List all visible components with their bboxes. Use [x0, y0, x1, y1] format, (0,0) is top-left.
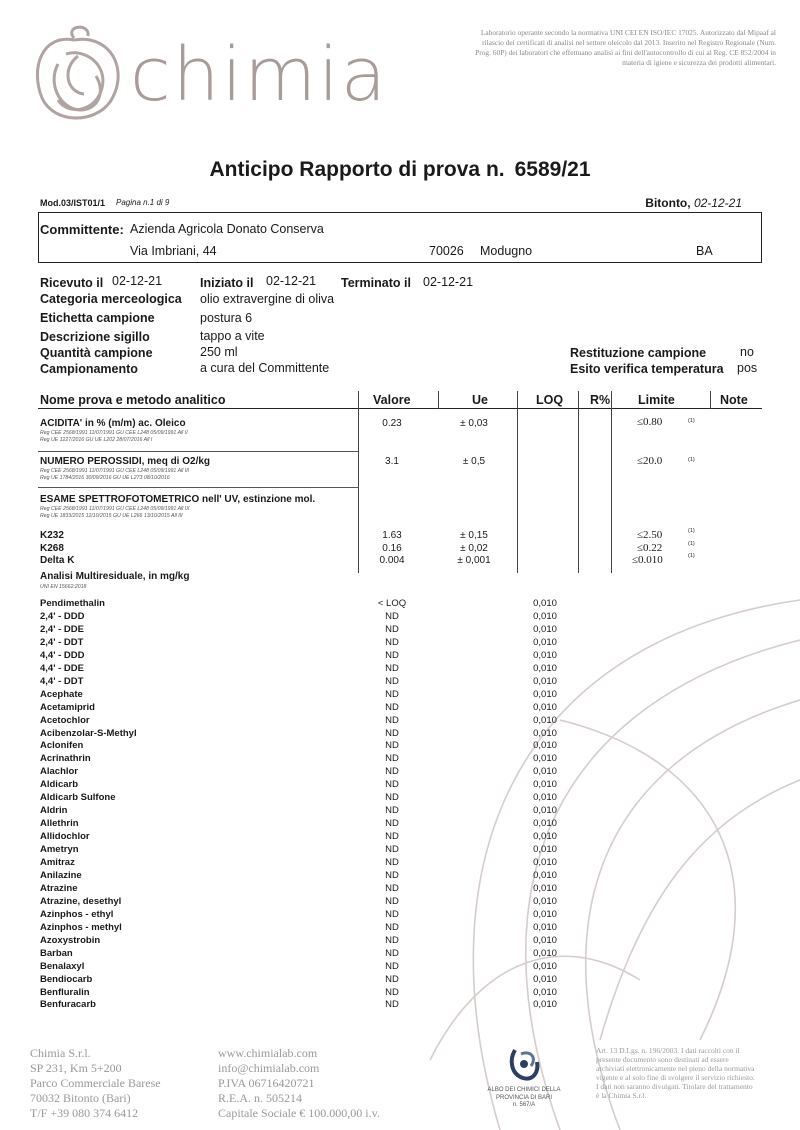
table-row — [0, 689, 800, 702]
albo-number: n. 567/A — [512, 1102, 536, 1108]
chimia-logo-icon — [28, 20, 128, 122]
column-divider — [438, 391, 439, 409]
analyte-name: Acetamiprid — [40, 701, 95, 713]
finished-label: Terminato il — [341, 276, 411, 290]
analyte-loq: 0,010 — [533, 649, 557, 661]
table-row — [0, 974, 800, 987]
analyte-name: Aldrin — [40, 805, 68, 817]
table-row — [0, 883, 800, 896]
table-row — [0, 715, 800, 728]
company-contacts — [218, 1046, 380, 1121]
module-code: Mod.03/IST01/1 — [40, 198, 106, 208]
sampling-value: a cura del Committente — [200, 361, 330, 375]
analyte-loq: 0,010 — [533, 973, 557, 985]
analyte-loq: 0,010 — [533, 857, 557, 868]
sample-label-label: Etichetta campione — [40, 311, 155, 325]
client-name: Azienda Agricola Donato Conserva — [130, 222, 324, 236]
uv-deltak-value: 0.004 — [379, 555, 405, 566]
analyte-loq: 0,010 — [533, 623, 557, 635]
analyte-loq: 0,010 — [533, 740, 557, 752]
analyte-value: ND — [385, 831, 399, 843]
analyte-loq: 0,010 — [533, 934, 557, 946]
column-divider — [611, 391, 612, 573]
col-header-r: R% — [590, 393, 611, 407]
report-city: Bitonto, — [645, 196, 691, 210]
analyte-value: ND — [385, 792, 399, 804]
table-row — [0, 766, 800, 779]
analyte-value: ND — [385, 649, 399, 661]
peroxide-norm-line1: Reg CEE 2568/1991 11/07/1991 GU CEE L248 05/09/1991 All III — [40, 468, 190, 474]
peroxide-value: 3.1 — [385, 456, 399, 467]
col-header-note: Note — [720, 393, 748, 407]
contact-line: Capitale Sociale € 100.000,00 i.v. — [218, 1106, 380, 1120]
table-row — [0, 831, 800, 844]
analyte-name: Acephate — [40, 688, 83, 700]
report-number: 6589/21 — [514, 158, 591, 181]
analyte-loq: 0,010 — [533, 636, 557, 648]
uv-deltak-name: Delta K — [40, 555, 75, 566]
client-label: Committente: — [40, 222, 124, 237]
analyte-name: Aldicarb Sulfone — [40, 792, 116, 804]
analyte-loq: 0,010 — [533, 727, 557, 739]
analyte-name: 4,4' - DDD — [40, 649, 85, 661]
analyte-loq: 0,010 — [533, 598, 557, 609]
report-header-line — [40, 198, 742, 210]
table-row — [0, 753, 800, 766]
table-row — [0, 611, 800, 624]
albo-line2: PROVINCIA DI BARI — [495, 1094, 552, 1101]
analyte-value: ND — [385, 908, 399, 920]
table-row — [0, 663, 800, 676]
analyte-name: Barban — [40, 947, 73, 959]
table-row — [0, 818, 800, 831]
lab-accreditation-note: Laboratorio operante secondo la normativa UNI CEI EN ISO/IEC 17025. Autorizzato dal Mipaaf al rilascio dei certificati di analisi nel settore oleicolo dal 2013. Inserito nel Registro Regionale (Num. Prog. 60P) dei laboratori che effettuano analisi ai fini dell'autocontrollo di cui al Reg. CE 852/2004 in materia di igiene e sicurezza dei prodotti alimentari. — [475, 28, 776, 67]
table-row — [0, 598, 800, 611]
peroxide-norm-line2: Reg UE 1784/2016 30/09/2016 GU UE L273 08/10/2016 — [40, 475, 170, 481]
acidity-norm — [40, 430, 188, 444]
table-row — [0, 870, 800, 883]
analyte-loq: 0,010 — [533, 714, 557, 726]
table-row — [0, 624, 800, 637]
analyte-name: Alachlor — [40, 766, 79, 778]
seal-label: Descrizione sigillo — [40, 330, 150, 344]
analyte-loq: 0,010 — [533, 908, 557, 920]
analyte-name: Atrazine — [40, 882, 78, 894]
table-row — [0, 935, 800, 948]
analyte-loq: 0,010 — [533, 960, 557, 972]
analyte-loq: 0,010 — [533, 921, 557, 933]
analyte-value: ND — [385, 623, 399, 635]
analyte-value: ND — [385, 662, 399, 674]
table-row — [0, 792, 800, 805]
table-row — [0, 999, 800, 1012]
peroxide-title: NUMERO PEROSSIDI, meq di O2/kg — [40, 456, 211, 467]
analyte-loq: 0,010 — [533, 779, 557, 791]
column-divider — [517, 391, 518, 573]
table-row — [0, 637, 800, 650]
analyte-value: < LOQ — [377, 598, 407, 609]
analyte-value: ND — [385, 805, 399, 817]
uv-norm-line2: Reg UE 1833/2015 12/10/2015 GU UE L266 13/10/2015 All III — [40, 513, 183, 519]
column-divider — [578, 391, 579, 573]
analyte-value: ND — [385, 973, 399, 985]
received-date: 02-12-21 — [112, 274, 163, 288]
temperature-value: pos — [737, 361, 758, 375]
analyte-value: ND — [385, 688, 399, 700]
analyte-name: 2,4' - DDE — [40, 623, 84, 635]
category-value: olio extravergine di oliva — [200, 292, 335, 306]
table-row — [0, 844, 800, 857]
client-province: BA — [696, 244, 713, 258]
table-row — [0, 922, 800, 935]
uv-k268-limit-note: (1) — [688, 541, 695, 547]
client-street: Via Imbriani, 44 — [130, 244, 217, 258]
uv-k232-ue: ± 0,15 — [460, 530, 488, 541]
analyte-value: ND — [385, 844, 399, 856]
analyte-value: ND — [385, 740, 399, 752]
analyte-loq: 0,010 — [533, 869, 557, 881]
analyte-name: Acrinathrin — [40, 753, 91, 765]
chimia-logo-text: chimia — [130, 32, 389, 118]
peroxide-ue: ± 0,5 — [462, 456, 486, 467]
albo-chimici-badge — [468, 1044, 580, 1110]
table-row — [0, 948, 800, 961]
column-divider — [710, 391, 711, 409]
company-line: T/F +39 080 374 6412 — [30, 1106, 139, 1120]
analyte-name: 4,4' - DDT — [40, 675, 84, 687]
analyte-name: Azoxystrobin — [40, 934, 101, 946]
client-cap: 70026 — [429, 244, 464, 258]
analyte-loq: 0,010 — [533, 831, 557, 843]
analyte-loq: 0,010 — [533, 999, 557, 1011]
analyte-name: Amitraz — [40, 857, 75, 868]
table-row — [0, 987, 800, 1000]
uv-k268-value: 0.16 — [382, 543, 402, 554]
analyte-name: Aldicarb — [40, 779, 79, 791]
analyte-name: Acibenzolar-S-Methyl — [40, 727, 137, 739]
report-title — [0, 158, 800, 182]
acidity-title: ACIDITA' in % (m/m) ac. Oleico — [40, 418, 186, 429]
acidity-limit-note: (1) — [688, 418, 695, 424]
analyte-loq: 0,010 — [533, 610, 557, 622]
analyte-name: Ametryn — [40, 844, 79, 856]
report-date: 02-12-21 — [693, 196, 742, 210]
sampling-label: Campionamento — [40, 362, 138, 376]
table-row — [0, 805, 800, 818]
multires-norm: UNI EN 15662:2018 — [40, 584, 87, 590]
analyte-loq: 0,010 — [533, 882, 557, 894]
uv-deltak-ue: ± 0,001 — [457, 555, 491, 566]
acidity-limit: ≤0.80 — [637, 416, 663, 428]
table-row — [0, 676, 800, 689]
albo-chimici-logo-icon — [507, 1044, 541, 1084]
table-row — [0, 909, 800, 922]
company-line: Parco Commerciale Barese — [30, 1076, 161, 1090]
col-header-value: Valore — [373, 393, 411, 407]
acidity-norm-line2: Reg UE 1227/2016 GU UE L202 28/07/2016 All I — [40, 437, 153, 443]
table-row — [0, 728, 800, 741]
analyte-value: ND — [385, 727, 399, 739]
analyte-value: ND — [385, 818, 399, 830]
analyte-value: ND — [385, 921, 399, 933]
analyte-value: ND — [385, 857, 399, 868]
peroxide-norm — [40, 468, 189, 482]
analyte-name: Acetochlor — [40, 714, 90, 726]
uv-k268-ue: ± 0,02 — [460, 543, 488, 554]
company-line: 70032 Bitonto (Bari) — [30, 1091, 131, 1105]
analyte-name: 4,4' - DDE — [40, 662, 84, 674]
finished-date: 02-12-21 — [423, 275, 474, 289]
temperature-label: Esito verifica temperatura — [570, 362, 724, 376]
analyte-loq: 0,010 — [533, 701, 557, 713]
analyte-name: Aclonifen — [40, 740, 84, 752]
analyte-value: ND — [385, 869, 399, 881]
uv-deltak-limit-note: (1) — [688, 553, 695, 559]
company-info — [30, 1046, 161, 1121]
category-label: Categoria merceologica — [40, 292, 182, 306]
privacy-note: Art. 13 D.Lgs. n. 196/2003. I dati raccolti con il presente documento sono destinati ad essere archiviati elettronicamente nel pieno della normativa vigente e al solo fine di svolgere il servizio richiesto. I dati non saranno divulgati. Titolare del trattamento è la Chimia S.r.l. — [596, 1046, 755, 1100]
analyte-loq: 0,010 — [533, 818, 557, 830]
analyte-value: ND — [385, 999, 399, 1011]
website-link[interactable]: www.chimialab.com — [218, 1046, 318, 1060]
sample-label-value: postura 6 — [200, 311, 253, 325]
started-label: Iniziato il — [200, 276, 254, 290]
analyte-value: ND — [385, 947, 399, 959]
albo-line1: ALBO DEI CHIMICI DELLA — [487, 1087, 561, 1093]
analyte-loq: 0,010 — [533, 895, 557, 907]
analyte-name: 2,4' - DDT — [40, 636, 84, 648]
analyte-name: Allidochlor — [40, 831, 90, 843]
table-row — [0, 650, 800, 663]
analyte-loq: 0,010 — [533, 844, 557, 856]
peroxide-limit: ≤20.0 — [637, 455, 663, 467]
analyte-name: 2,4' - DDD — [40, 610, 85, 622]
return-value: no — [740, 345, 754, 359]
analyte-name: Pendimethalin — [40, 598, 105, 609]
uv-norm — [40, 506, 190, 520]
analyte-value: ND — [385, 610, 399, 622]
analyte-name: Atrazine, desethyl — [40, 895, 122, 907]
analyte-name: Benfuracarb — [40, 999, 96, 1011]
analyte-name: Bendiocarb — [40, 973, 93, 985]
analyte-loq: 0,010 — [533, 792, 557, 804]
table-row — [0, 779, 800, 792]
peroxide-limit-note: (1) — [688, 457, 695, 463]
analyte-name: Anilazine — [40, 869, 82, 881]
acidity-value: 0.23 — [382, 418, 402, 429]
seal-value: tappo a vite — [200, 329, 265, 343]
table-row — [0, 702, 800, 715]
col-header-ue: Ue — [472, 393, 488, 407]
table-row — [0, 961, 800, 974]
started-date: 02-12-21 — [266, 274, 317, 288]
uv-k232-name: K232 — [40, 530, 64, 541]
uv-k232-limit-note: (1) — [688, 528, 695, 534]
report-title-text: Anticipo Rapporto di prova n. — [209, 158, 505, 181]
analyte-value: ND — [385, 753, 399, 765]
analyte-value: ND — [385, 960, 399, 972]
analyte-loq: 0,010 — [533, 986, 557, 998]
email-link[interactable]: info@chimialab.com — [218, 1061, 320, 1075]
analyte-loq: 0,010 — [533, 675, 557, 687]
received-label: Ricevuto il — [40, 276, 104, 290]
analyte-value: ND — [385, 882, 399, 894]
acidity-norm-line1: Reg CEE 2568/1991 11/07/1991 GU CEE L248 05/09/1991 All II — [40, 430, 188, 436]
company-line: SP 231, Km 5+200 — [30, 1061, 122, 1075]
section-separator — [38, 451, 358, 452]
uv-k268-name: K268 — [40, 543, 64, 554]
analyte-name: Azinphos - ethyl — [40, 908, 114, 920]
analyte-value: ND — [385, 701, 399, 713]
uv-k232-limit: ≤2.50 — [637, 529, 663, 541]
analyte-value: ND — [385, 636, 399, 648]
section-separator — [38, 487, 358, 488]
analyte-loq: 0,010 — [533, 766, 557, 778]
analyte-loq: 0,010 — [533, 947, 557, 959]
table-row — [0, 857, 800, 870]
quantity-label: Quantità campione — [40, 346, 153, 360]
uv-k268-limit: ≤0.22 — [637, 542, 663, 554]
analyte-name: Benalaxyl — [40, 960, 85, 972]
table-row — [0, 896, 800, 909]
page-indicator: Pagina n.1 di 9 — [116, 198, 170, 207]
col-header-loq: LOQ — [536, 393, 564, 407]
analyte-value: ND — [385, 895, 399, 907]
client-box — [38, 212, 762, 263]
analyte-value: ND — [385, 766, 399, 778]
uv-norm-line1: Reg CEE 2568/1991 11/07/1991 GU CEE L248 05/09/1991 All IX — [40, 506, 190, 512]
col-header-limit: Limite — [638, 393, 675, 407]
client-city: Modugno — [480, 244, 533, 258]
table-header-rule — [38, 408, 762, 409]
col-header-name: Nome prova e metodo analitico — [40, 393, 226, 407]
analyte-loq: 0,010 — [533, 753, 557, 765]
company-line: Chimia S.r.l. — [30, 1046, 91, 1060]
quantity-value: 250 ml — [200, 345, 238, 359]
uv-deltak-limit: ≤0.010 — [632, 554, 663, 566]
return-label: Restituzione campione — [570, 346, 707, 360]
analyte-name: Azinphos - methyl — [40, 921, 122, 933]
table-row — [0, 740, 800, 753]
analyte-value: ND — [385, 779, 399, 791]
uv-title: ESAME SPETTROFOTOMETRICO nell' UV, estinzione mol. — [40, 494, 316, 505]
multires-title: Analisi Multiresiduale, in mg/kg — [40, 571, 190, 582]
analyte-name: Benfluralin — [40, 986, 90, 998]
report-place-date — [645, 196, 742, 210]
analyte-value: ND — [385, 675, 399, 687]
contact-line: P.IVA 06716420721 — [218, 1076, 315, 1090]
analyte-value: ND — [385, 986, 399, 998]
contact-line: R.E.A. n. 505214 — [218, 1091, 302, 1105]
analyte-name: Allethrin — [40, 818, 79, 830]
acidity-ue: ± 0,03 — [460, 418, 488, 429]
analyte-loq: 0,010 — [533, 688, 557, 700]
analyte-loq: 0,010 — [533, 805, 557, 817]
analyte-value: ND — [385, 934, 399, 946]
analyte-loq: 0,010 — [533, 662, 557, 674]
analyte-value: ND — [385, 714, 399, 726]
uv-k232-value: 1.63 — [382, 530, 402, 541]
